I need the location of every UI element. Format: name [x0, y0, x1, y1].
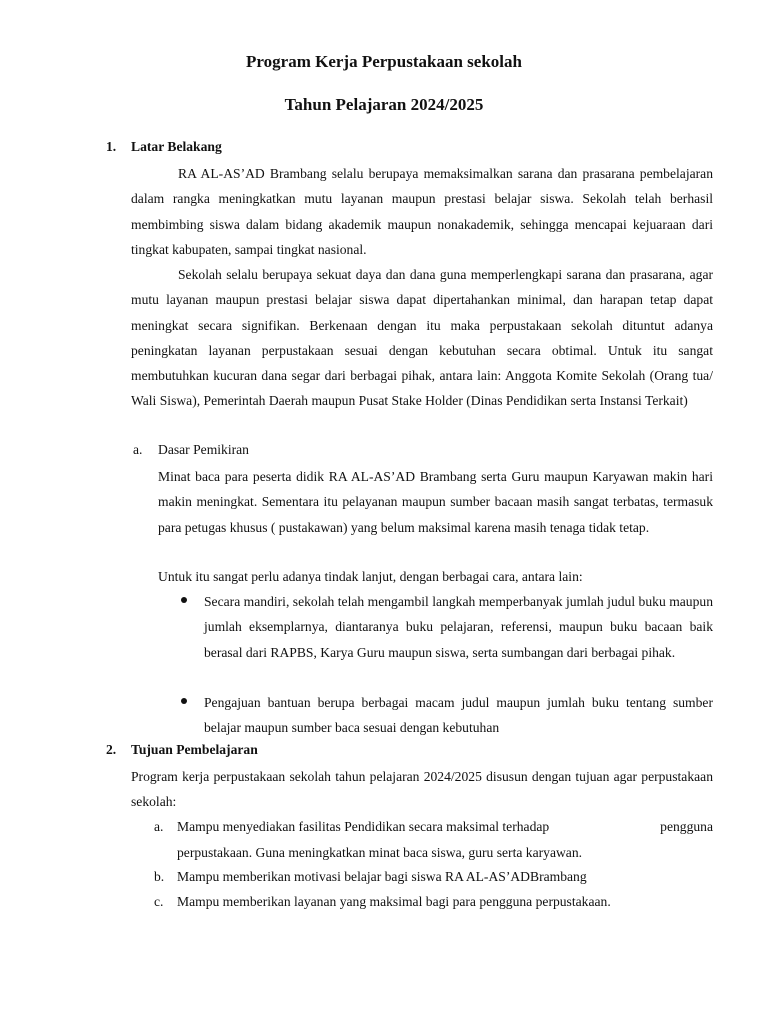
sub-a-lead: Untuk itu sangat perlu adanya tindak lanjut, dengan berbagai cara, antara lain: — [158, 569, 583, 584]
section-2-number: 2. — [106, 742, 117, 757]
bullet-item-2: Pengajuan bantuan berupa berbagai macam judul maupun jumlah buku tentang sumber belajar maupun sumber baca sesuai dengan kebutuhan — [204, 695, 713, 736]
section-1-heading: Latar Belakang — [131, 139, 222, 154]
bullet-item-1: Secara mandiri, sekolah telah mengambil langkah memperbanyak jumlah judul buku maupun jumlah eksemplarnya, diantaranya buku pelajaran, referensi, maupun buku bacaan baik berasal dari RAPBS, Karya Guru maupun siswa, serta sumbangan dari berbagai pihak. — [204, 594, 713, 660]
list-item-a-letter: a. — [154, 819, 164, 834]
list-item-b-letter: b. — [154, 869, 165, 884]
list-item-a-line-1-end: pengguna — [660, 819, 713, 834]
document-title: Program Kerja Perpustakaan sekolah — [246, 52, 522, 71]
list-item-c-text: Mampu memberikan layanan yang maksimal bagi para pengguna perpustakaan. — [177, 894, 611, 909]
list-item-a-line-2: perpustakaan. Guna meningkatkan minat baca siswa, guru serta karyawan. — [177, 845, 583, 860]
section-2-paragraph: Program kerja perpustakaan sekolah tahun pelajaran 2024/2025 disusun dengan tujuan agar perpustakaan sekolah: — [131, 769, 713, 810]
bullet-icon — [181, 698, 187, 704]
list-item-c-letter: c. — [154, 894, 164, 909]
section-1-number: 1. — [106, 139, 117, 154]
list-item-a-line-1: Mampu menyediakan fasilitas Pendidikan secara maksimal terhadap — [177, 819, 550, 834]
sub-a-heading: Dasar Pemikiran — [158, 442, 249, 457]
sub-a-paragraph: Minat baca para peserta didik RA AL-AS’AD Brambang serta Guru maupun Karyawan makin hari makin meningkat. Sementara itu pelayanan maupun sumber bacaan masih sangat terbatas, termasuk para petugas khusus ( pustakawan) yang belum maksimal karena masih tenaga tidak tetap. — [158, 469, 713, 535]
list-item-b-text: Mampu memberikan motivasi belajar bagi siswa RA AL-AS’ADBrambang — [177, 869, 587, 884]
document-subtitle: Tahun Pelajaran 2024/2025 — [284, 95, 484, 114]
section-1-paragraph-2: Sekolah selalu berupaya sekuat daya dan dana guna memperlengkapi sarana dan prasarana, agar mutu layanan maupun prestasi belajar siswa dapat dipertahankan minimal, dan harapan tetap dapat meningkat secara signifikan. Berkenaan dengan itu maka perpustakaan sekolah dituntut adanya peningkatan layanan perpustakaan sesuai dengan kebutuhan secara obtimal. Untuk itu sangat membutuhkan kucuran dana segar dari berbagai pihak, antara lain: Anggota Komite Sekolah (Orang tua/ Wali Siswa), Pemerintah Daerah maupun Pusat Stake Holder (Dinas Pendidikan serta Instansi Terkait) — [131, 267, 713, 409]
section-2-heading: Tujuan Pembelajaran — [131, 742, 258, 757]
sub-a-letter: a. — [133, 442, 143, 457]
bullet-icon — [181, 597, 187, 603]
section-1-paragraph-1: RA AL-AS’AD Brambang selalu berupaya memaksimalkan sarana dan prasarana pembelajaran dalam rangka meningkatkan mutu layanan maupun prestasi belajar siswa. Sekolah telah berhasil membimbing siswa dalam bidang akademik maupun nonakademik, sehingga mencapai kejuaraan dari tingkat kabupaten, sampai tingkat nasional. — [131, 166, 713, 257]
